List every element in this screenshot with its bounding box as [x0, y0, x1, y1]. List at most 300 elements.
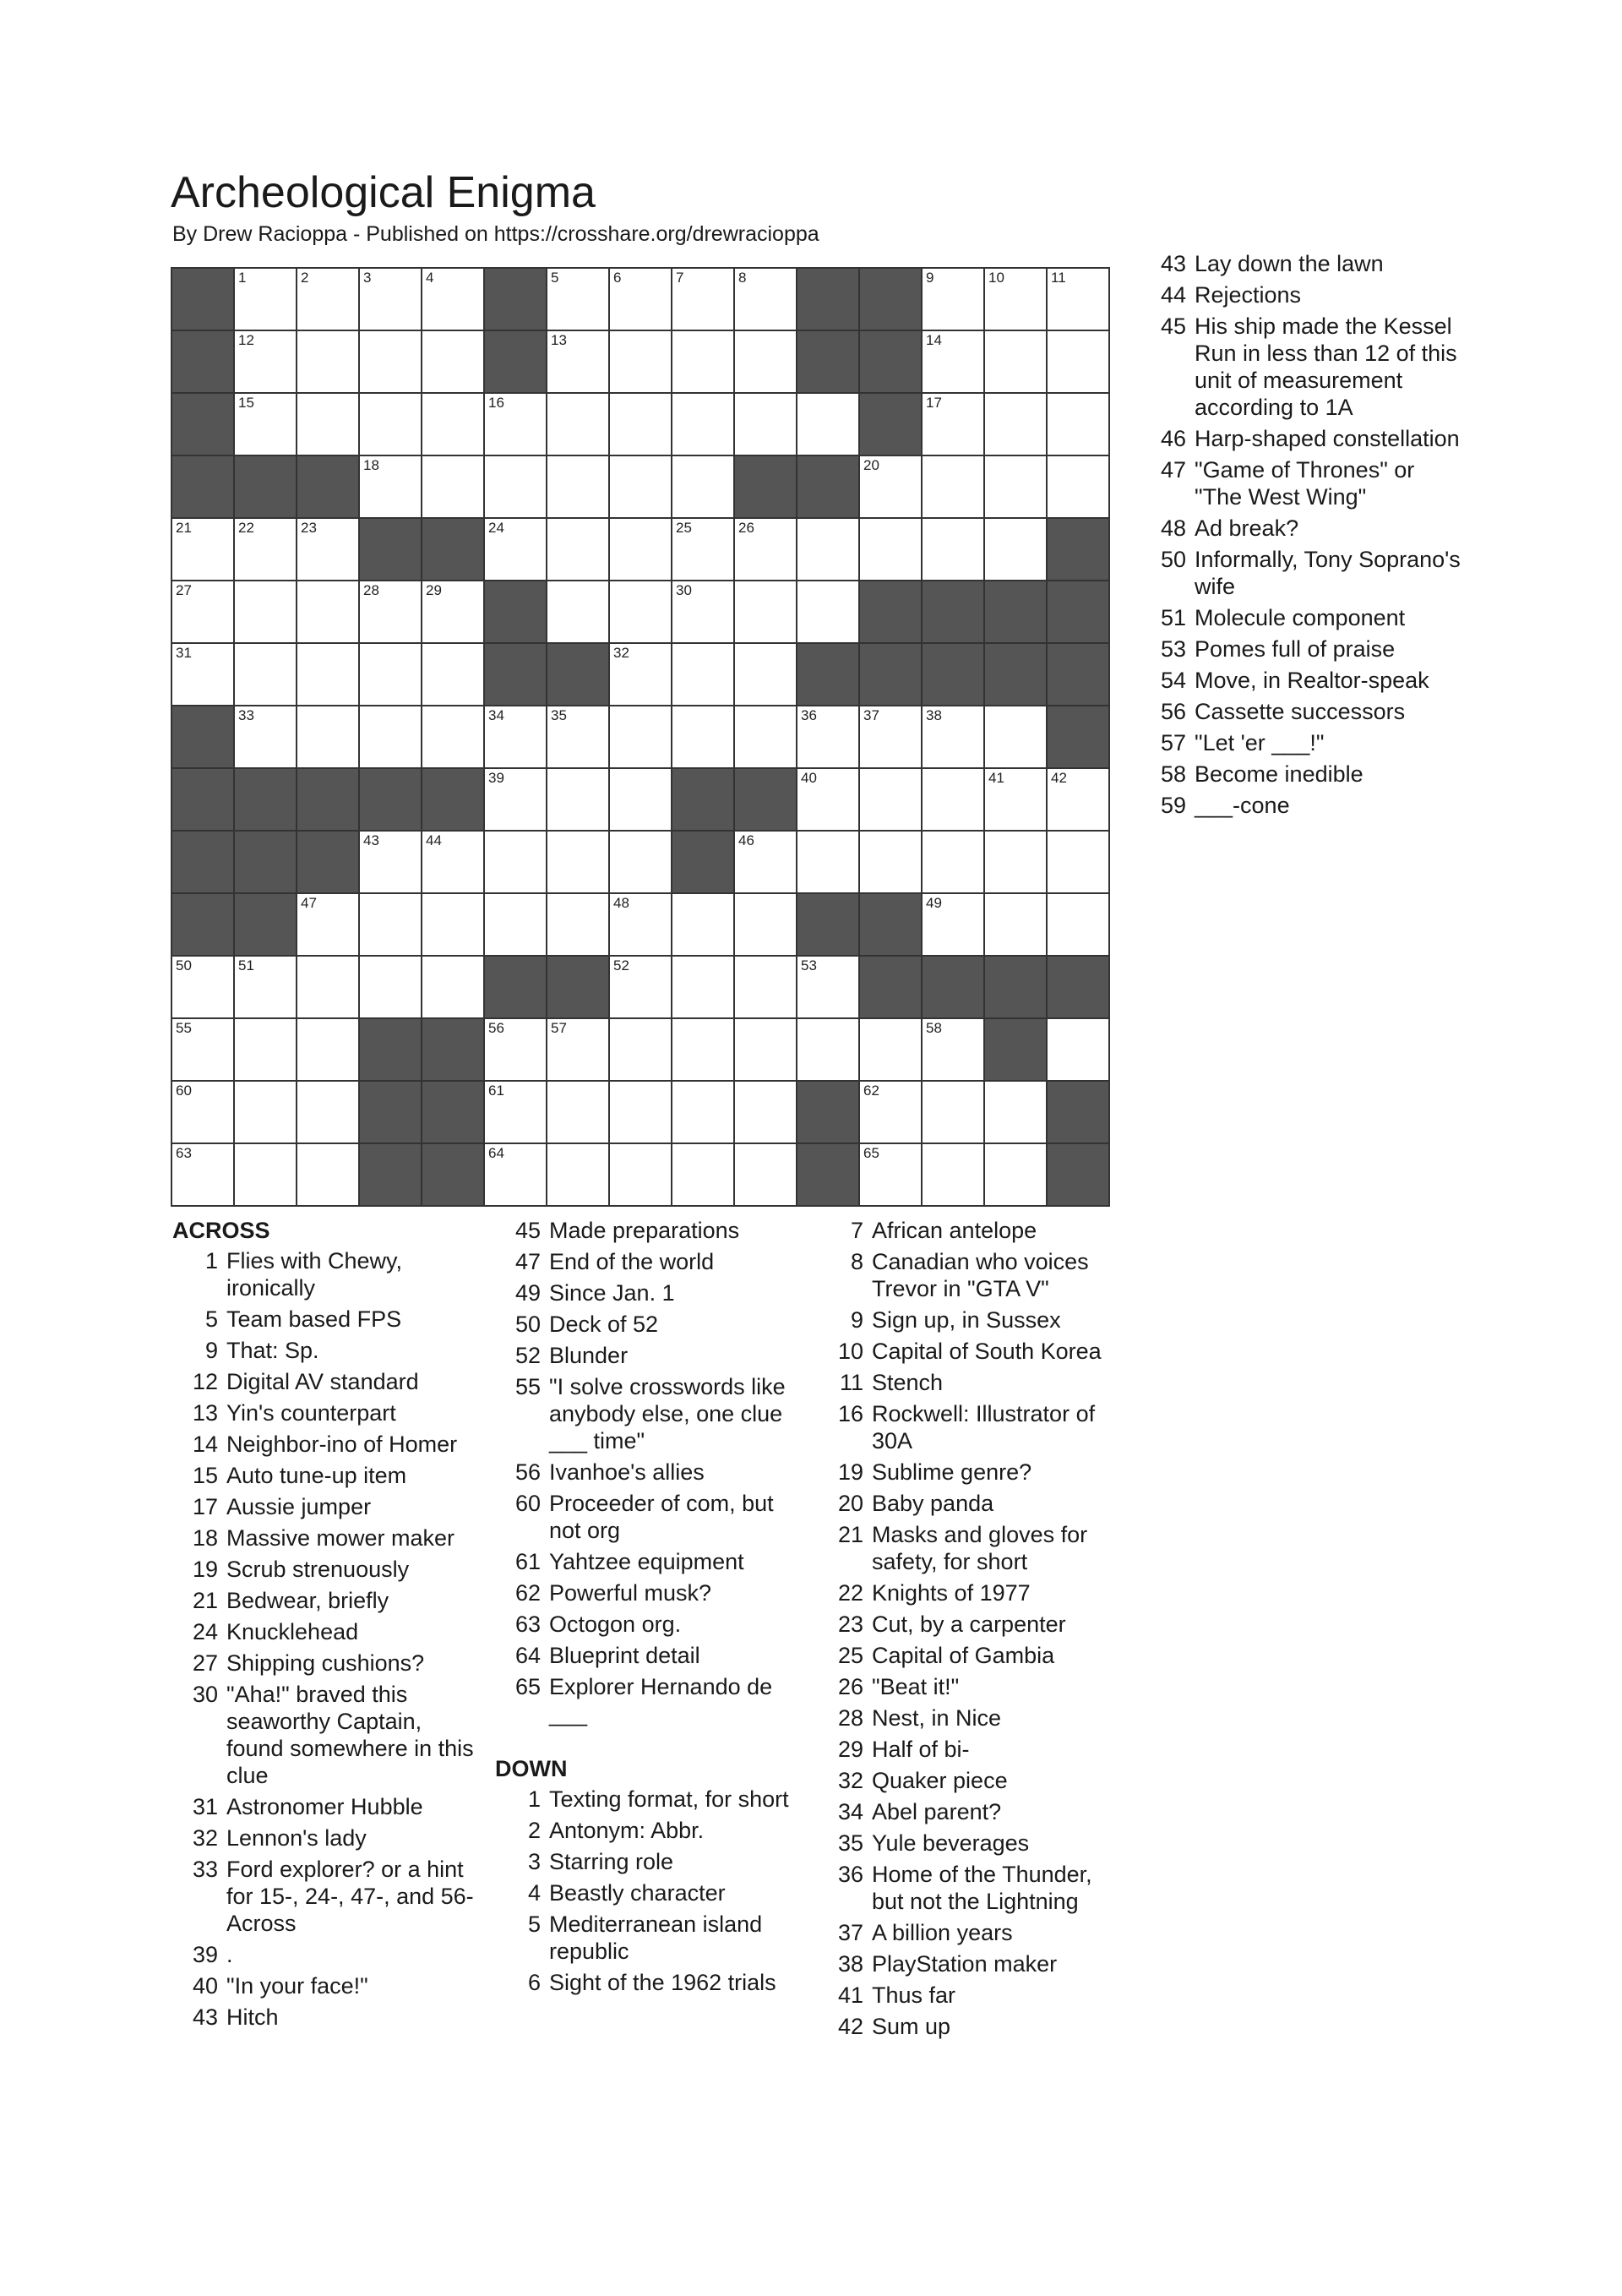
clue-text: Masks and gloves for safety, for short — [872, 1522, 1088, 1574]
black-square — [235, 456, 297, 519]
clue-text: Deck of 52 — [549, 1312, 659, 1337]
clue-item[interactable] — [495, 1373, 799, 1454]
clue-number: 21 — [192, 1588, 218, 1613]
clue-item[interactable] — [818, 1736, 1122, 1763]
grid-cell[interactable] — [485, 1144, 547, 1207]
grid-cell[interactable] — [547, 581, 610, 644]
grid-cell[interactable] — [422, 331, 485, 394]
grid-cell[interactable] — [297, 1144, 360, 1207]
clue-item[interactable] — [495, 1548, 799, 1575]
grid-cell[interactable] — [923, 1144, 985, 1207]
grid-cell[interactable] — [547, 1144, 610, 1207]
clue-number: 48 — [1160, 515, 1186, 541]
clue-text: Team based FPS — [226, 1306, 402, 1332]
grid-cell[interactable] — [797, 832, 860, 894]
clue-item[interactable] — [495, 1642, 799, 1669]
clue-item[interactable] — [1140, 515, 1461, 542]
cell-number: 26 — [738, 520, 754, 536]
grid-cell[interactable] — [297, 331, 360, 394]
clue-item[interactable] — [818, 1798, 1122, 1825]
clue-text: Quaker piece — [872, 1768, 1008, 1793]
clue-number: 42 — [837, 2014, 863, 2039]
grid-cell[interactable] — [422, 957, 485, 1019]
grid-cell[interactable] — [672, 706, 735, 769]
black-square — [1048, 1082, 1110, 1144]
clue-item[interactable] — [172, 1793, 476, 1820]
grid-cell[interactable] — [672, 1144, 735, 1207]
grid-cell[interactable] — [235, 394, 297, 456]
clue-item[interactable] — [1140, 546, 1461, 600]
grid-cell[interactable] — [797, 394, 860, 456]
clue-number: 28 — [837, 1705, 863, 1731]
clue-item[interactable] — [495, 1879, 799, 1906]
grid-cell[interactable] — [735, 519, 797, 581]
clue-item[interactable] — [818, 1950, 1122, 1977]
clue-item[interactable] — [1140, 635, 1461, 663]
black-square — [860, 269, 923, 331]
grid-cell[interactable] — [547, 519, 610, 581]
grid-cell[interactable] — [172, 957, 235, 1019]
grid-cell[interactable] — [235, 519, 297, 581]
clue-item[interactable] — [495, 1459, 799, 1486]
grid-cell[interactable] — [672, 269, 735, 331]
clue-item[interactable] — [495, 1579, 799, 1606]
cell-number: 65 — [863, 1145, 879, 1161]
clue-item[interactable] — [818, 1306, 1122, 1333]
black-square — [797, 456, 860, 519]
grid-cell[interactable] — [672, 644, 735, 706]
grid-cell[interactable] — [235, 706, 297, 769]
grid-cell[interactable] — [297, 1082, 360, 1144]
grid-cell[interactable] — [610, 456, 672, 519]
grid-cell[interactable] — [1048, 832, 1110, 894]
grid-cell[interactable] — [797, 581, 860, 644]
grid-cell[interactable] — [360, 394, 422, 456]
clue-text: Octogon org. — [549, 1612, 682, 1637]
grid-cell[interactable] — [735, 581, 797, 644]
grid-cell[interactable] — [547, 769, 610, 832]
clue-item[interactable] — [495, 1279, 799, 1306]
grid-cell[interactable] — [485, 456, 547, 519]
grid-cell[interactable] — [735, 644, 797, 706]
grid-cell[interactable] — [860, 1082, 923, 1144]
grid-cell[interactable] — [360, 269, 422, 331]
grid-cell[interactable] — [485, 769, 547, 832]
grid-cell[interactable] — [360, 644, 422, 706]
clue-number: 5 — [527, 1912, 541, 1937]
black-square — [172, 456, 235, 519]
grid-cell[interactable] — [1048, 894, 1110, 957]
black-square — [235, 894, 297, 957]
grid-cell[interactable] — [985, 519, 1048, 581]
black-square — [235, 769, 297, 832]
grid-cell[interactable] — [985, 1144, 1048, 1207]
grid-cell[interactable] — [422, 456, 485, 519]
grid-cell[interactable] — [422, 269, 485, 331]
grid-cell[interactable] — [547, 894, 610, 957]
grid-cell[interactable] — [172, 644, 235, 706]
grid-cell[interactable] — [172, 1082, 235, 1144]
grid-cell[interactable] — [235, 1144, 297, 1207]
clue-text: Massive mower maker — [226, 1525, 455, 1551]
grid-cell[interactable] — [547, 1082, 610, 1144]
clue-item[interactable] — [495, 1248, 799, 1275]
grid-cell[interactable] — [672, 456, 735, 519]
clue-number: 5 — [204, 1306, 218, 1332]
grid-cell[interactable] — [1048, 456, 1110, 519]
grid-cell[interactable] — [547, 456, 610, 519]
clue-number: 14 — [192, 1432, 218, 1457]
clue-item[interactable] — [818, 1579, 1122, 1606]
grid-cell[interactable] — [360, 957, 422, 1019]
grid-cell[interactable] — [172, 1144, 235, 1207]
grid-cell[interactable] — [985, 706, 1048, 769]
clue-item[interactable] — [1140, 456, 1461, 510]
clue-item[interactable] — [172, 1556, 476, 1583]
grid-cell[interactable] — [672, 581, 735, 644]
grid-cell[interactable] — [923, 394, 985, 456]
clue-number: 22 — [837, 1580, 863, 1606]
clue-item[interactable] — [172, 1306, 476, 1333]
clue-item[interactable] — [818, 1521, 1122, 1575]
grid-cell[interactable] — [923, 1019, 985, 1082]
grid-cell[interactable] — [422, 644, 485, 706]
clue-item[interactable] — [1140, 792, 1461, 819]
clue-item[interactable] — [172, 1399, 476, 1426]
grid-cell[interactable] — [485, 1082, 547, 1144]
clue-item[interactable] — [172, 1524, 476, 1552]
clue-text: Made preparations — [549, 1218, 740, 1243]
clue-item[interactable] — [172, 1681, 476, 1789]
grid-cell[interactable] — [297, 581, 360, 644]
grid-cell[interactable] — [297, 394, 360, 456]
clue-item[interactable] — [1140, 667, 1461, 694]
grid-cell[interactable] — [297, 957, 360, 1019]
clue-item[interactable] — [495, 1848, 799, 1875]
clue-item[interactable] — [818, 1861, 1122, 1915]
grid-cell[interactable] — [923, 706, 985, 769]
grid-cell[interactable] — [860, 456, 923, 519]
grid-cell[interactable] — [735, 1144, 797, 1207]
grid-cell[interactable] — [360, 331, 422, 394]
clue-text: Yule beverages — [872, 1830, 1030, 1856]
black-square — [172, 331, 235, 394]
grid-cell[interactable] — [172, 519, 235, 581]
cell-number: 39 — [488, 770, 504, 786]
grid-cell[interactable] — [860, 706, 923, 769]
grid-cell[interactable] — [610, 769, 672, 832]
grid-cell[interactable] — [610, 1019, 672, 1082]
clue-item[interactable] — [818, 1248, 1122, 1302]
grid-cell[interactable] — [297, 519, 360, 581]
grid-cell[interactable] — [1048, 394, 1110, 456]
grid-cell[interactable] — [610, 269, 672, 331]
clue-item[interactable] — [495, 1342, 799, 1369]
grid-cell[interactable] — [923, 519, 985, 581]
grid-cell[interactable] — [735, 706, 797, 769]
grid-cell[interactable] — [422, 894, 485, 957]
grid-cell[interactable] — [672, 519, 735, 581]
clue-item[interactable] — [495, 1786, 799, 1813]
grid-cell[interactable] — [797, 957, 860, 1019]
clue-item[interactable] — [495, 1911, 799, 1965]
grid-cell[interactable] — [235, 1082, 297, 1144]
cell-number: 58 — [926, 1020, 942, 1036]
clue-item[interactable] — [818, 1611, 1122, 1638]
clue-item[interactable] — [495, 1969, 799, 1996]
black-square — [985, 1019, 1048, 1082]
grid-cell[interactable] — [735, 894, 797, 957]
grid-cell[interactable] — [797, 519, 860, 581]
black-square — [485, 957, 547, 1019]
grid-cell[interactable] — [547, 832, 610, 894]
grid-cell[interactable] — [735, 832, 797, 894]
grid-cell[interactable] — [672, 957, 735, 1019]
clue-item[interactable] — [1140, 250, 1461, 277]
grid-cell[interactable] — [235, 269, 297, 331]
clue-item[interactable] — [818, 1400, 1122, 1454]
grid-cell[interactable] — [297, 269, 360, 331]
clue-item[interactable] — [818, 1919, 1122, 1946]
grid-cell[interactable] — [297, 706, 360, 769]
grid-cell[interactable] — [735, 269, 797, 331]
clue-item[interactable] — [818, 1642, 1122, 1669]
grid-cell[interactable] — [797, 1019, 860, 1082]
grid-cell[interactable] — [610, 957, 672, 1019]
grid-cell[interactable] — [485, 519, 547, 581]
clue-number: 45 — [1160, 314, 1186, 339]
grid-cell[interactable] — [422, 832, 485, 894]
grid-cell[interactable] — [360, 894, 422, 957]
grid-cell[interactable] — [610, 581, 672, 644]
clue-item[interactable] — [1140, 281, 1461, 308]
grid-cell[interactable] — [172, 1019, 235, 1082]
grid-cell[interactable] — [1048, 769, 1110, 832]
black-square — [360, 519, 422, 581]
clue-number: 40 — [192, 1973, 218, 1999]
grid-cell[interactable] — [485, 394, 547, 456]
grid-cell[interactable] — [985, 769, 1048, 832]
grid-cell[interactable] — [297, 894, 360, 957]
clue-text: Neighbor-ino of Homer — [226, 1432, 458, 1457]
grid-cell[interactable] — [297, 1019, 360, 1082]
clue-item[interactable] — [1140, 313, 1461, 421]
clue-item[interactable] — [818, 1217, 1122, 1244]
clue-item[interactable] — [172, 1618, 476, 1645]
clue-item[interactable] — [172, 1856, 476, 1937]
grid-cell[interactable] — [547, 706, 610, 769]
grid-cell[interactable] — [672, 394, 735, 456]
clue-item[interactable] — [1140, 425, 1461, 452]
clue-item[interactable] — [1140, 604, 1461, 631]
clue-item[interactable] — [172, 1587, 476, 1614]
clue-item[interactable] — [172, 1824, 476, 1852]
clue-text: Home of the Thunder, but not the Lightning — [872, 1862, 1092, 1914]
clue-item[interactable] — [818, 1490, 1122, 1517]
grid-cell[interactable] — [860, 832, 923, 894]
clue-item[interactable] — [495, 1817, 799, 1844]
black-square — [422, 1019, 485, 1082]
clue-number: 6 — [527, 1970, 541, 1995]
clue-item[interactable] — [172, 1941, 476, 1968]
grid-cell[interactable] — [547, 331, 610, 394]
clue-item[interactable] — [172, 1650, 476, 1677]
clue-item[interactable] — [818, 2013, 1122, 2040]
grid-cell[interactable] — [735, 957, 797, 1019]
grid-cell[interactable] — [735, 1082, 797, 1144]
clue-text: Baby panda — [872, 1491, 994, 1516]
clue-number: 17 — [192, 1494, 218, 1519]
clue-text: Pomes full of praise — [1195, 636, 1396, 662]
clue-text: Capital of Gambia — [872, 1643, 1055, 1668]
clue-item[interactable] — [818, 1767, 1122, 1794]
grid-cell[interactable] — [610, 706, 672, 769]
grid-cell[interactable] — [547, 269, 610, 331]
grid-cell[interactable] — [485, 706, 547, 769]
grid-cell[interactable] — [485, 894, 547, 957]
grid-cell[interactable] — [610, 331, 672, 394]
grid-cell[interactable] — [985, 894, 1048, 957]
clue-item[interactable] — [818, 1338, 1122, 1365]
grid-cell[interactable] — [923, 769, 985, 832]
clue-item[interactable] — [495, 1311, 799, 1338]
grid-cell[interactable] — [735, 331, 797, 394]
clue-item[interactable] — [1140, 761, 1461, 788]
grid-cell[interactable] — [985, 394, 1048, 456]
grid-cell[interactable] — [985, 331, 1048, 394]
grid-cell[interactable] — [923, 1082, 985, 1144]
grid-cell[interactable] — [235, 331, 297, 394]
grid-cell[interactable] — [860, 769, 923, 832]
grid-cell[interactable] — [672, 1019, 735, 1082]
clue-text: Blueprint detail — [549, 1643, 700, 1668]
grid-cell[interactable] — [735, 394, 797, 456]
grid-cell[interactable] — [1048, 269, 1110, 331]
grid-cell[interactable] — [1048, 331, 1110, 394]
clue-item[interactable] — [172, 1493, 476, 1520]
clue-item[interactable] — [495, 1673, 799, 1727]
clue-item[interactable] — [495, 1490, 799, 1544]
grid-cell[interactable] — [297, 644, 360, 706]
grid-cell[interactable] — [360, 456, 422, 519]
grid-cell[interactable] — [547, 394, 610, 456]
clue-item[interactable] — [818, 1459, 1122, 1486]
grid-cell[interactable] — [235, 581, 297, 644]
grid-cell[interactable] — [422, 706, 485, 769]
cell-number: 28 — [363, 582, 379, 598]
grid-cell[interactable] — [610, 1144, 672, 1207]
clue-text: Blunder — [549, 1343, 629, 1368]
grid-cell[interactable] — [923, 832, 985, 894]
grid-cell[interactable] — [985, 269, 1048, 331]
clue-item[interactable] — [172, 1337, 476, 1364]
clue-item[interactable] — [172, 1431, 476, 1458]
clue-text: "In your face!" — [226, 1973, 368, 1999]
grid-cell[interactable] — [360, 581, 422, 644]
grid-cell[interactable] — [235, 957, 297, 1019]
grid-cell[interactable] — [923, 456, 985, 519]
clue-item[interactable] — [818, 1704, 1122, 1732]
clue-number: 24 — [192, 1619, 218, 1644]
grid-cell[interactable] — [860, 519, 923, 581]
grid-cell[interactable] — [985, 456, 1048, 519]
clue-item[interactable] — [818, 1982, 1122, 2009]
cell-number: 38 — [926, 707, 942, 723]
black-square — [860, 957, 923, 1019]
cell-number: 46 — [738, 832, 754, 848]
grid-cell[interactable] — [547, 1019, 610, 1082]
grid-cell[interactable] — [172, 581, 235, 644]
grid-cell[interactable] — [235, 644, 297, 706]
grid-cell[interactable] — [797, 706, 860, 769]
clue-text: Beastly character — [549, 1880, 726, 1906]
clue-item[interactable] — [495, 1217, 799, 1244]
grid-cell[interactable] — [610, 394, 672, 456]
grid-cell[interactable] — [923, 331, 985, 394]
grid-cell[interactable] — [923, 894, 985, 957]
clue-item[interactable] — [172, 1972, 476, 1999]
grid-cell[interactable] — [735, 1019, 797, 1082]
grid-cell[interactable] — [485, 1019, 547, 1082]
grid-cell[interactable] — [610, 1082, 672, 1144]
grid-cell[interactable] — [923, 269, 985, 331]
black-square — [360, 1082, 422, 1144]
clue-item[interactable] — [818, 1830, 1122, 1857]
clue-item[interactable] — [1140, 729, 1461, 756]
clue-text: Texting format, for short — [549, 1786, 789, 1812]
grid-cell[interactable] — [1048, 1019, 1110, 1082]
clue-item[interactable] — [1140, 698, 1461, 725]
grid-cell[interactable] — [860, 1019, 923, 1082]
grid-cell[interactable] — [985, 832, 1048, 894]
clue-item[interactable] — [818, 1673, 1122, 1700]
clue-item[interactable] — [172, 1368, 476, 1395]
grid-cell[interactable] — [860, 1144, 923, 1207]
cell-number: 57 — [551, 1020, 567, 1036]
clue-item[interactable] — [818, 1369, 1122, 1396]
clue-item[interactable] — [172, 1247, 476, 1301]
grid-cell[interactable] — [610, 832, 672, 894]
grid-cell[interactable] — [672, 894, 735, 957]
cell-number: 11 — [1051, 270, 1066, 286]
grid-cell[interactable] — [360, 706, 422, 769]
clue-item[interactable] — [172, 1462, 476, 1489]
down-header: DOWN — [495, 1756, 568, 1781]
grid-cell[interactable] — [235, 1019, 297, 1082]
clue-number: 1 — [527, 1786, 541, 1812]
grid-cell[interactable] — [610, 644, 672, 706]
grid-cell[interactable] — [797, 769, 860, 832]
grid-cell[interactable] — [422, 394, 485, 456]
clue-number: 19 — [192, 1557, 218, 1582]
grid-cell[interactable] — [422, 581, 485, 644]
grid-cell[interactable] — [360, 832, 422, 894]
cell-number: 2 — [301, 270, 309, 286]
grid-cell[interactable] — [485, 832, 547, 894]
grid-cell[interactable] — [610, 894, 672, 957]
clue-item[interactable] — [495, 1611, 799, 1638]
grid-cell[interactable] — [985, 1082, 1048, 1144]
clue-text: Scrub strenuously — [226, 1557, 410, 1582]
grid-cell[interactable] — [672, 1082, 735, 1144]
black-square — [547, 644, 610, 706]
grid-cell[interactable] — [672, 331, 735, 394]
grid-cell[interactable] — [610, 519, 672, 581]
black-square — [172, 832, 235, 894]
black-square — [172, 706, 235, 769]
clue-item[interactable] — [172, 2004, 476, 2031]
cell-number: 18 — [363, 457, 379, 473]
